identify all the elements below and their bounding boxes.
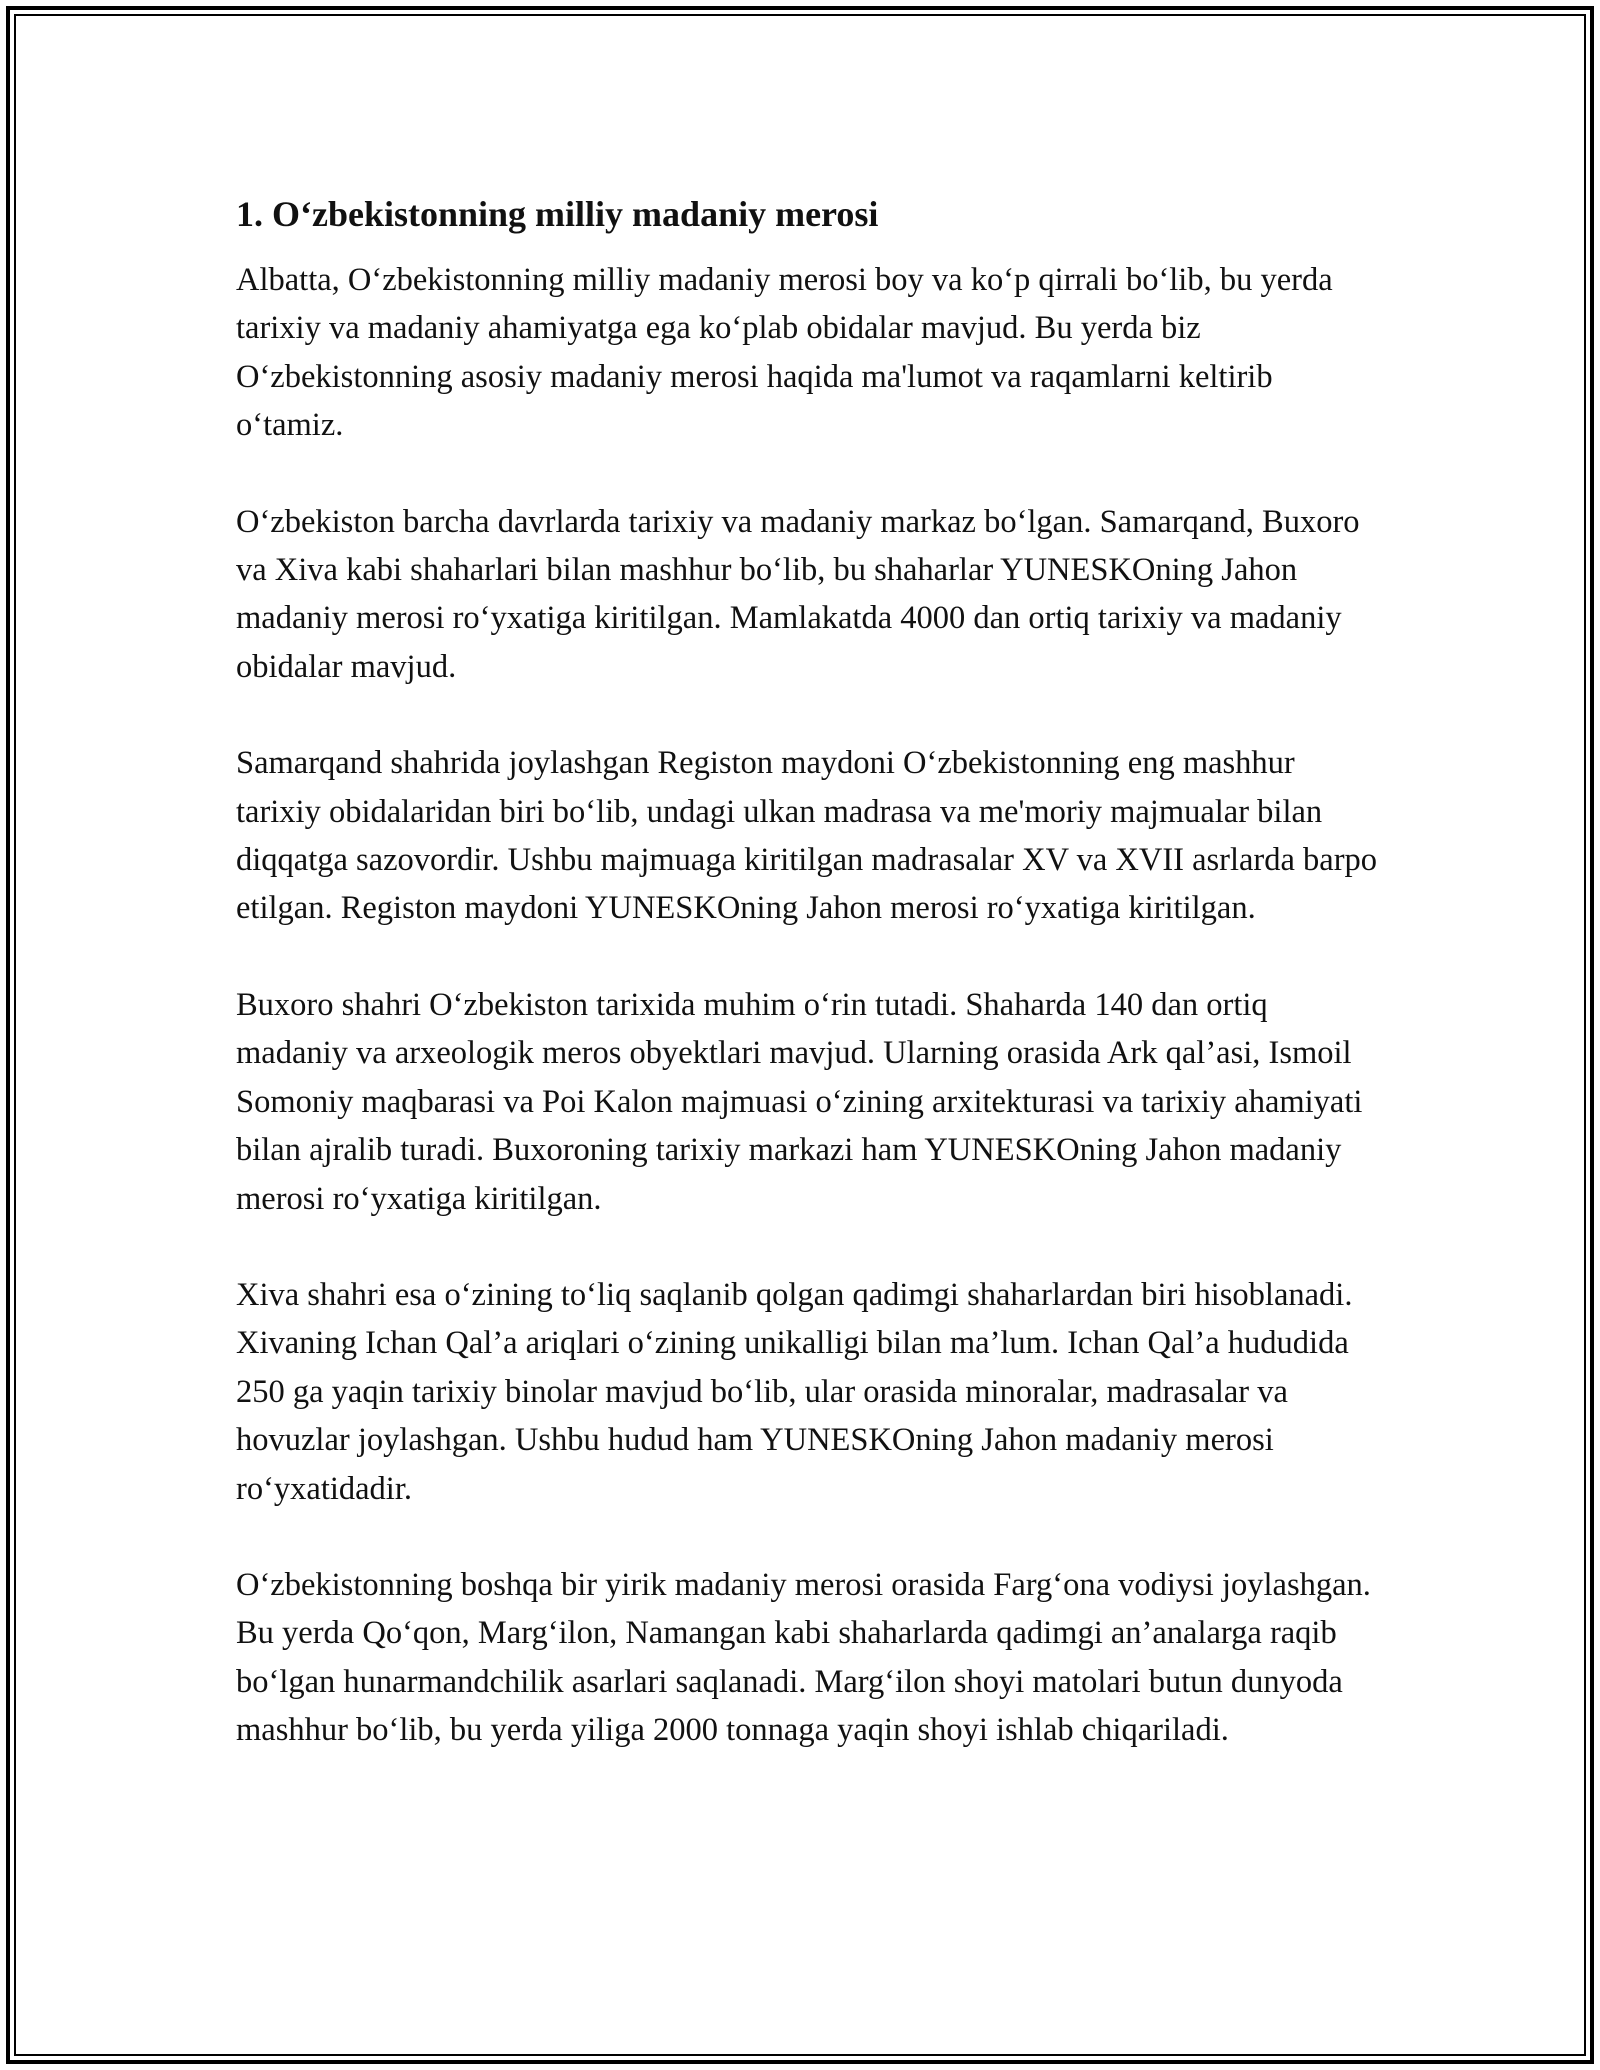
paragraph-samarqand: Samarqand shahrida joylashgan Registon maydoni O‘zbekistonning eng mashhur tarixiy obidalaridan biri bo‘lib, undagi ulkan madrasa va me'moriy majmualar bilan diqqatga sazovordir. Ushbu majmuaga kiritilgan madrasalar XV va XVII asrlarda barpo etilgan. Registon maydoni YUNESKOning Jahon merosi ro‘yxatiga kiritilgan. — [236, 745, 1378, 927]
document-body — [236, 186, 1386, 1803]
paragraph-fargona: O‘zbekistonning boshqa bir yirik madaniy merosi orasida Farg‘ona vodiysi joylashgan. Bu yerda Qo‘qon, Marg‘ilon, Namangan kabi shaharlarda qadimgi an’analarga raqib bo‘lgan hunarmandchilik asarlari saqlanadi. Marg‘ilon shoyi matolari butun dunyoda mashhur bo‘lib, bu yerda yiliga 2000 tonnaga yaqin shoyi ishlab chiqariladi. — [236, 1566, 1371, 1749]
paragraph-buxoro: Buxoro shahri O‘zbekiston tarixida muhim o‘rin tutadi. Shaharda 140 dan ortiq madaniy va arxeologik meros obyektlari mavjud. Ularning orasida Ark qal’asi, Ismoil Somoniy maqbarasi va Poi Kalon majmuasi o‘zining arxitekturasi va tarixiy ahamiyati bilan ajralib turadi. Buxoroning tarixiy markazi ham YUNESKOning Jahon madaniy merosi ro‘yxatiga kiritilgan. — [236, 986, 1363, 1217]
paragraph-xiva: Xiva shahri esa o‘zining to‘liq saqlanib qolgan qadimgi shaharlardan biri hisoblanadi. Xivaning Ichan Qal’a ariqlari o‘zining unikalligi bilan ma’lum. Ichan Qal’a hududida 250 ga yaqin tarixiy binolar mavjud bo‘lib, ular orasida minoralar, madrasalar va hovuzlar joylashgan. Ushbu hudud ham YUNESKOning Jahon madaniy merosi ro‘yxatidadir. — [236, 1276, 1353, 1507]
paragraph-overview: O‘zbekiston barcha davrlarda tarixiy va madaniy markaz bo‘lgan. Samarqand, Buxoro va Xiva kabi shaharlari bilan mashhur bo‘lib, bu shaharlar YUNESKOning Jahon madaniy merosi ro‘yxatiga kiritilgan. Mamlakatda 4000 dan ortiq tarixiy va madaniy obidalar mavjud. — [236, 503, 1360, 685]
paragraph-intro: Albatta, O‘zbekistonning milliy madaniy merosi boy va ko‘p qirrali bo‘lib, bu yerda tarixiy va madaniy ahamiyatga ega ko‘plab obidalar mavjud. Bu yerda biz O‘zbekistonning asosiy madaniy merosi haqida ma'lumot va raqamlarni keltirib o‘tamiz. — [236, 262, 1333, 444]
section-heading: 1. O‘zbekistonning milliy madaniy merosi — [236, 194, 879, 234]
